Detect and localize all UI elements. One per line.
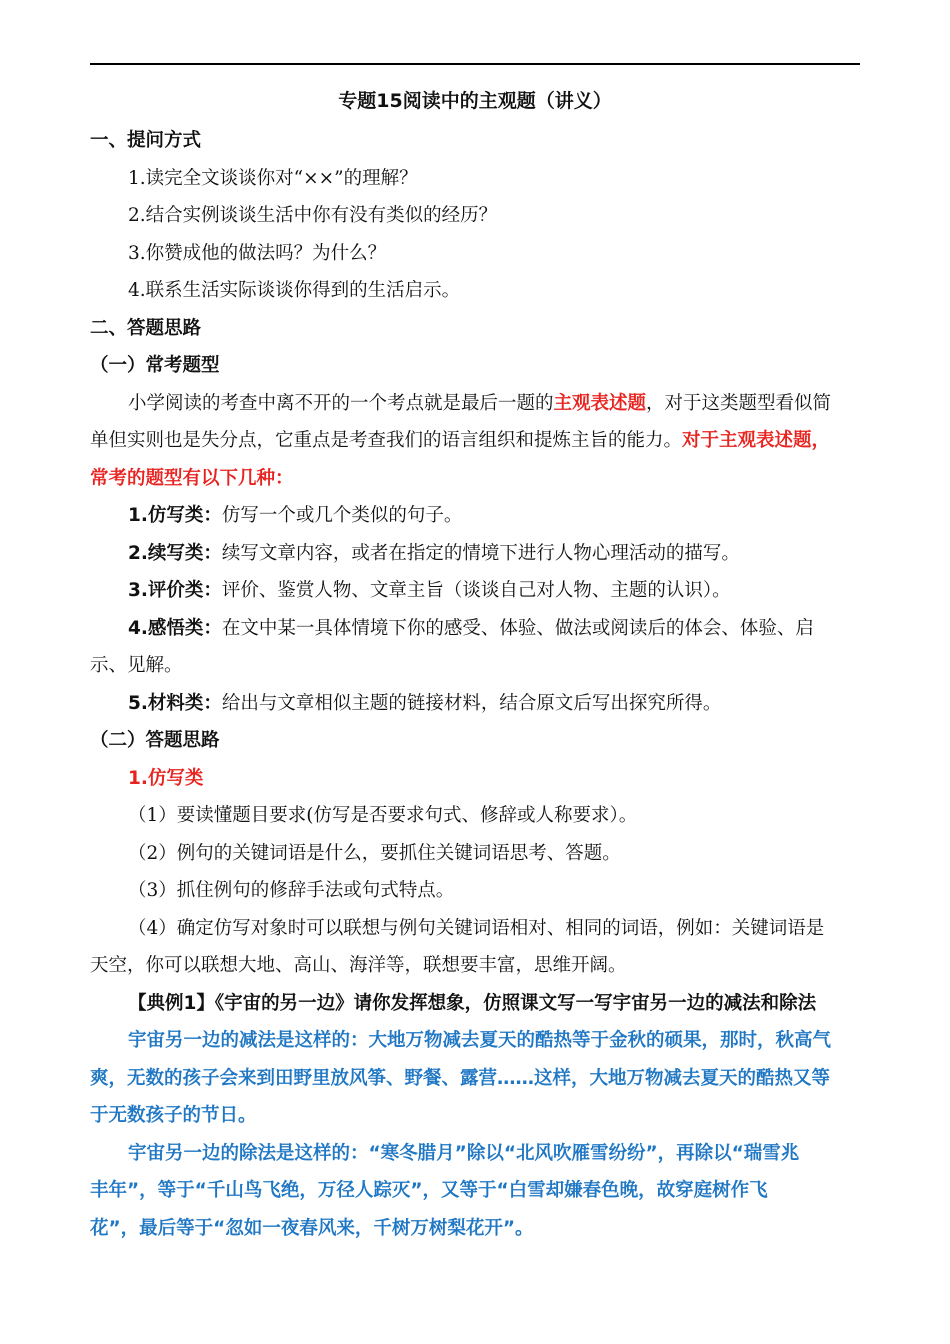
- answer-line: 于无数孩子的节日。: [90, 1105, 257, 1126]
- question-item: 1.读完全文谈谈你对“××”的理解？: [128, 167, 418, 189]
- step-item: （4）确定仿写对象时可以联想与例句关键词语相对、相同的词语，例如：关键词语是: [128, 917, 825, 939]
- question-item: 3.你赞成他的做法吗？为什么？: [128, 242, 387, 264]
- answer-line: 宇宙另一边的除法是这样的：“寒冬腊月”除以“北风吹雁雪纷纷”，再除以“瑞雪兆: [128, 1142, 800, 1164]
- answer-line: 宇宙另一边的减法是这样的：大地万物减去夏天的酷热等于金秋的硕果，那时，秋高气: [128, 1030, 832, 1051]
- highlight-subjective: 主观表述题: [553, 392, 647, 414]
- highlight-subjective-2: 对于主观表述题，: [682, 430, 831, 451]
- page-title: 专题15阅读中的主观题（讲义）: [338, 90, 612, 112]
- category-heading-imitation: 1.仿写类: [128, 767, 204, 789]
- subsection-heading-approach: （二）答题思路: [90, 730, 220, 751]
- section-heading-answering: 二、答题思路: [90, 317, 202, 339]
- type-item: 3.评价类：评价、鉴赏人物、文章主旨（谈谈自己对人物、主题的认识）。: [128, 580, 731, 601]
- answer-line: 花”，最后等于“忽如一夜春风来，千树万树梨花开”。: [90, 1217, 534, 1239]
- subsection-heading-types: （一）常考题型: [90, 355, 220, 376]
- document-page: [90, 80, 860, 1247]
- section-heading-questioning: 一、提问方式: [90, 130, 202, 151]
- type-item: 1.仿写类：仿写一个或几个类似的句子。: [128, 505, 463, 526]
- answer-line: 爽，无数的孩子会来到田野里放风筝、野餐、露营……这样，大地万物减去夏天的酷热又等: [90, 1067, 831, 1089]
- type-item: 5.材料类：给出与文章相似主题的链接材料，结合原文后写出探究所得。: [128, 692, 722, 714]
- example-prompt: 【典例1】《宇宙的另一边》请你发挥想象，仿照课文写一写宇宙另一边的减法和除法: [128, 992, 817, 1014]
- type-item-continued: 示、见解。: [90, 655, 183, 676]
- intro-paragraph-line: 单但实则也是失分点，它重点是考查我们的语言组织和提炼主旨的能力。对于主观表述题，: [90, 430, 831, 451]
- header-rule: [90, 63, 860, 65]
- question-item: 2.结合实例谈谈生活中你有没有类似的经历？: [128, 205, 498, 226]
- step-item: （3）抓住例句的修辞手法或句式特点。: [128, 880, 455, 901]
- step-item: （1）要读懂题目要求(仿写是否要求句式、修辞或人称要求）。: [128, 805, 638, 826]
- intro-paragraph-line: 小学阅读的考查中离不开的一个考点就是最后一题的主观表述题，对于这类题型看似简: [128, 392, 832, 414]
- question-item: 4.联系生活实际谈谈你得到的生活启示。: [128, 280, 461, 301]
- step-item-continued: 天空，你可以联想大地、高山、海洋等，联想要丰富，思维开阔。: [90, 955, 627, 976]
- step-item: （2）例句的关键词语是什么，要抓住关键词语思考、答题。: [128, 842, 621, 864]
- type-item: 2.续写类：续写文章内容，或者在指定的情境下进行人物心理活动的描写。: [128, 542, 740, 564]
- answer-line: 丰年”，等于“千山鸟飞绝，万径人踪灭”，又等于“白雪却嫌春色晚，故穿庭树作飞: [90, 1180, 768, 1201]
- type-item: 4.感悟类：在文中某一具体情境下你的感受、体验、做法或阅读后的体会、体验、启: [128, 617, 814, 639]
- intro-paragraph-line: 常考的题型有以下几种：: [90, 467, 294, 489]
